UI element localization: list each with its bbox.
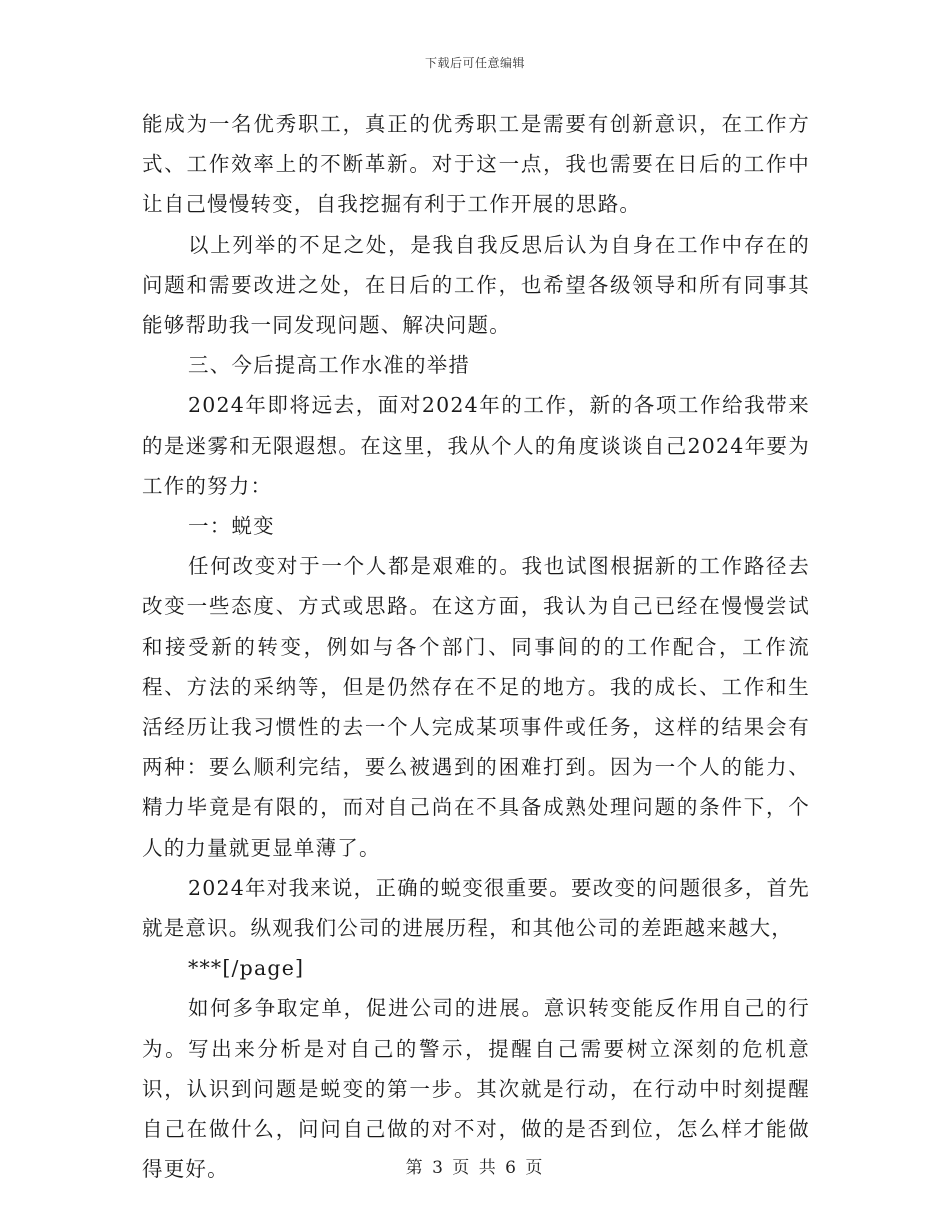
paragraph: 任何改变对于一个人都是艰难的。我也试图根据新的工作路径去改变一些态度、方式或思路。在这方面，我认为自己已经在慢慢尝试和接受新的转变，例如与各个部门、同事间的的工作配合，工作流程、方法的采纳等，但是仍然存在不足的地方。我的成长、工作和生活经历让我习惯性的去一个人完成某项事件或任务，这样的结果会有两种：要么顺利完结，要么被遇到的困难打到。因为一个人的能力、精力毕竟是有限的，而对自己尚在不具备成熟处理问题的条件下，个人的力量就更显单薄了。	[142, 554, 810, 860]
page-break-marker: ***[/page]	[188, 956, 305, 981]
section-heading: 三、今后提高工作水准的举措	[188, 353, 471, 378]
paragraph: 2024年即将远去，面对2024年的工作，新的各项工作给我带来的是迷雾和无限遐想。在这里，我从个人的角度谈谈自己2024年要为工作的努力：	[142, 393, 810, 498]
paragraph: 能成为一名优秀职工，真正的优秀职工是需要有创新意识，在工作方式、工作效率上的不断革新。对于这一点，我也需要在日后的工作中让自己慢慢转变，自我挖掘有利于工作开展的思路。	[142, 112, 810, 217]
paragraph: 以上列举的不足之处，是我自我反思后认为自身在工作中存在的问题和需要改进之处，在日后的工作，也希望各级领导和所有同事其能够帮助我一同发现问题、解决问题。	[142, 232, 810, 338]
page-footer: 第 3 页 共 6 页	[405, 1158, 545, 1178]
paragraph: 2024年对我来说，正确的蜕变很重要。要改变的问题很多，首先就是意识。纵观我们公司的进展历程，和其他公司的差距越来越大，	[142, 875, 810, 941]
paragraph: 如何多争取定单，促进公司的进展。意识转变能反作用自己的行为。写出来分析是对自己的警示，提醒自己需要树立深刻的危机意识，认识到问题是蜕变的第一步。其次就是行动，在行动中时刻提醒自己在做什么，问问自己做的对不对，做的是否到位，怎么样才能做得更好。	[142, 996, 810, 1182]
subsection-heading: 一：蜕变	[188, 514, 275, 539]
page-header: 下载后可任意编辑	[424, 56, 525, 70]
document-body	[142, 104, 810, 1189]
